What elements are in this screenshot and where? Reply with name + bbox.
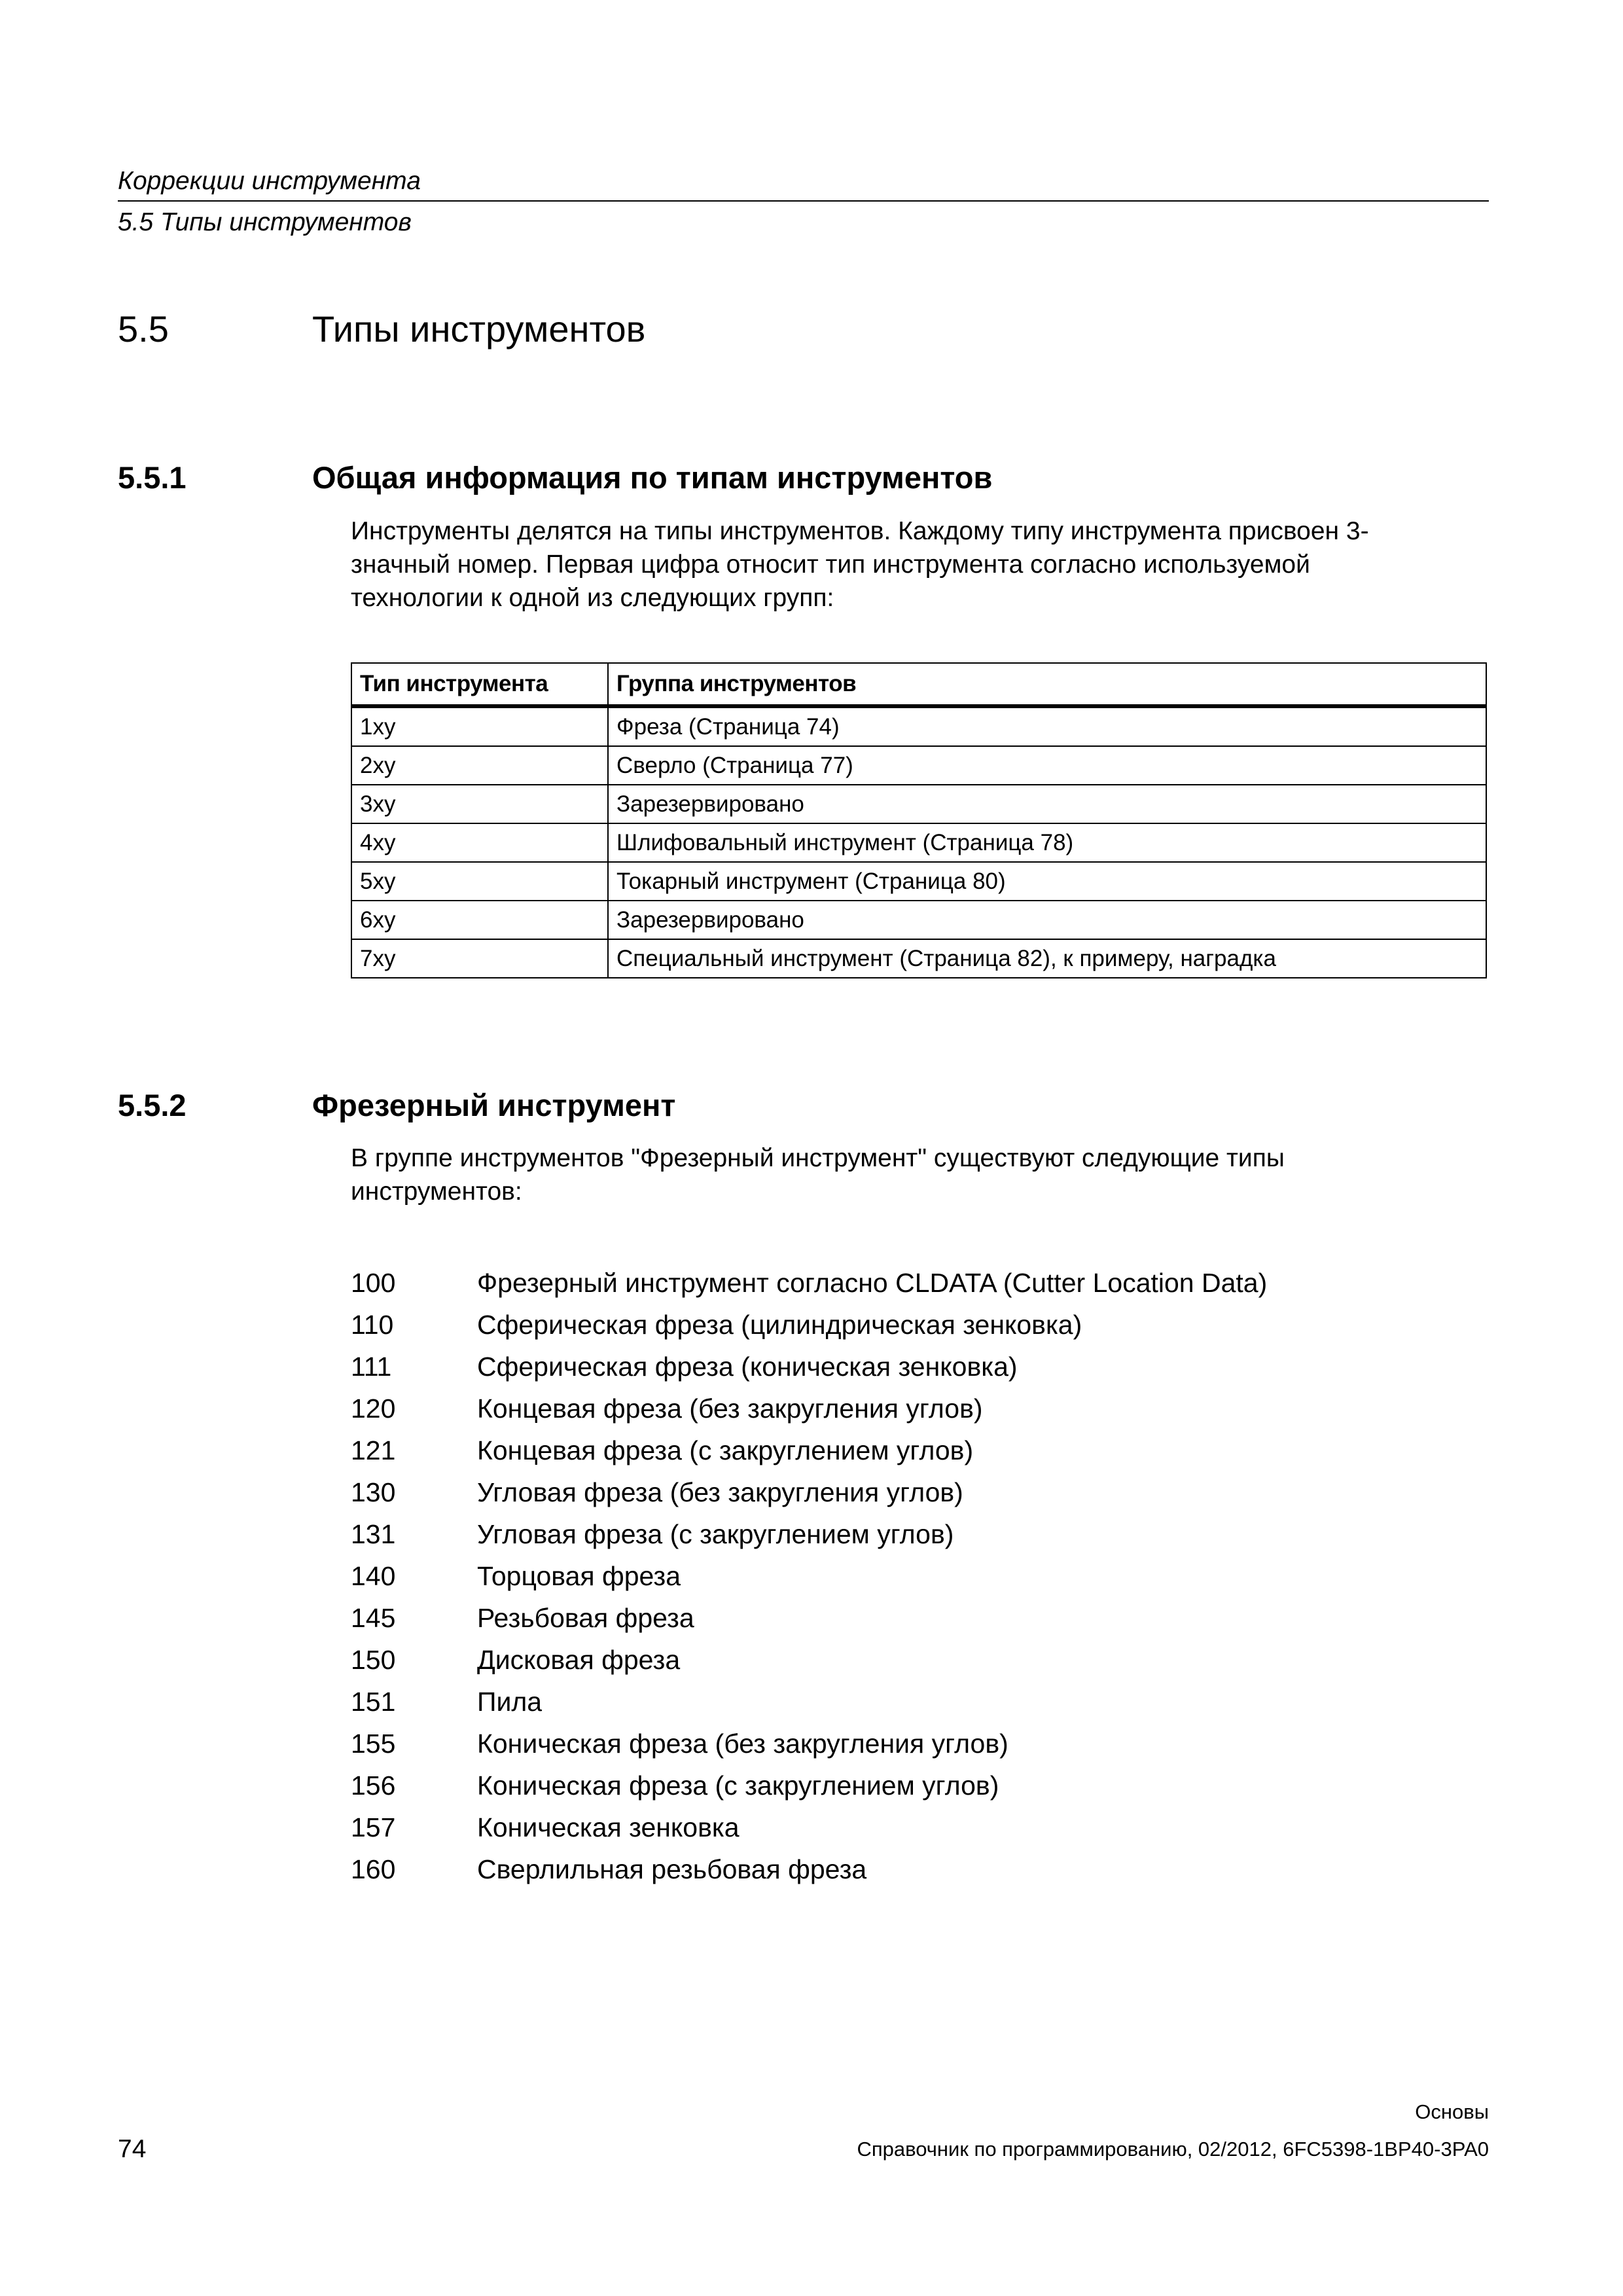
list-item: [351, 1312, 1489, 1354]
list-item: [351, 1395, 1489, 1437]
subsection2-title: Фрезерный инструмент: [312, 1088, 676, 1122]
footer-doc-info: Справочник по программированию, 02/2012, 6FC5398-1BP40-3PA0: [857, 2138, 1489, 2161]
tool-type-code: 160: [351, 1854, 396, 1884]
list-item: [351, 1731, 1489, 1772]
tool-type-code: 120: [351, 1393, 396, 1424]
table-cell-type: 2xy: [351, 746, 608, 785]
table-cell-group: Специальный инструмент (Страница 82), к примеру, наградка: [608, 939, 1486, 978]
tool-type-code: 150: [351, 1645, 396, 1675]
tool-type-description: Сферическая фреза (коническая зенковка): [477, 1352, 1018, 1382]
section-number: 5.5: [118, 308, 169, 350]
tool-type-description: Концевая фреза (без закругления углов): [477, 1393, 983, 1424]
table-cell-group: Шлифовальный инструмент (Страница 78): [608, 823, 1486, 862]
tool-type-description: Коническая фреза (с закруглением углов): [477, 1770, 999, 1801]
tool-type-description: Угловая фреза (с закруглением углов): [477, 1519, 954, 1549]
table-cell-group: Токарный инструмент (Страница 80): [608, 862, 1486, 901]
list-item: [351, 1605, 1489, 1647]
tool-type-code: 131: [351, 1519, 396, 1549]
tool-type-description: Сферическая фреза (цилиндрическая зенковка): [477, 1310, 1082, 1340]
header-divider: [118, 200, 1489, 202]
tool-type-description: Коническая фреза (без закругления углов): [477, 1729, 1008, 1759]
table-cell-type: 3xy: [351, 785, 608, 823]
tool-type-code: 151: [351, 1687, 396, 1717]
table-row: [351, 901, 1486, 939]
table-cell-type: 7xy: [351, 939, 608, 978]
table-row: [351, 823, 1486, 862]
table-cell-group: Зарезервировано: [608, 901, 1486, 939]
subsection2-number: 5.5.2: [118, 1088, 187, 1122]
section-title: Типы инструментов: [312, 308, 646, 350]
table-cell-group: Зарезервировано: [608, 785, 1486, 823]
tool-type-description: Угловая фреза (без закругления углов): [477, 1477, 963, 1507]
tool-type-code: 155: [351, 1729, 396, 1759]
tool-type-code: 156: [351, 1770, 396, 1801]
page-number: 74: [118, 2135, 147, 2163]
tool-type-description: Сверлильная резьбовая фреза: [477, 1854, 867, 1884]
tool-type-code: 157: [351, 1812, 396, 1842]
tool-types-table: [351, 662, 1487, 978]
running-header-section: 5.5 Типы инструментов: [118, 208, 412, 236]
list-item: [351, 1479, 1489, 1521]
table-row: [351, 706, 1486, 746]
subsection1-number: 5.5.1: [118, 460, 187, 495]
tool-type-description: Дисковая фреза: [477, 1645, 681, 1675]
tool-type-description: Пила: [477, 1687, 543, 1717]
tool-type-code: 111: [351, 1352, 392, 1382]
footer-doc-title: Основы: [1415, 2100, 1489, 2123]
intro-line: инструментов:: [351, 1177, 522, 1206]
subsection1-intro: [351, 514, 1489, 615]
subsection2-intro: [351, 1141, 1489, 1208]
tool-type-code: 121: [351, 1435, 396, 1465]
list-item: [351, 1521, 1489, 1563]
table-header-type: Тип инструмента: [351, 663, 608, 706]
table-row: [351, 939, 1486, 978]
table-cell-type: 5xy: [351, 862, 608, 901]
table-row: [351, 862, 1486, 901]
intro-line: значный номер. Первая цифра относит тип инструмента согласно используемой: [351, 550, 1310, 579]
intro-line: В группе инструментов "Фрезерный инструмент" существуют следующие типы: [351, 1144, 1285, 1172]
tool-type-description: Коническая зенковка: [477, 1812, 740, 1842]
list-item: [351, 1814, 1489, 1856]
intro-line: технологии к одной из следующих групп:: [351, 584, 834, 612]
list-item: [351, 1689, 1489, 1731]
list-item: [351, 1563, 1489, 1605]
tool-type-description: Фрезерный инструмент согласно CLDATA (Cutter Location Data): [477, 1268, 1268, 1298]
tool-type-code: 140: [351, 1561, 396, 1591]
table-cell-group: Сверло (Страница 77): [608, 746, 1486, 785]
list-item: [351, 1772, 1489, 1814]
table-cell-group: Фреза (Страница 74): [608, 706, 1486, 746]
tool-type-code: 145: [351, 1603, 396, 1633]
running-header-chapter: Коррекции инструмента: [118, 167, 421, 195]
table-header-row: [351, 663, 1486, 706]
table-header-group: Группа инструментов: [608, 663, 1486, 706]
tool-type-code: 100: [351, 1268, 396, 1298]
list-item: [351, 1647, 1489, 1689]
list-item: [351, 1270, 1489, 1312]
list-item: [351, 1354, 1489, 1395]
table-cell-type: 6xy: [351, 901, 608, 939]
table-row: [351, 785, 1486, 823]
milling-tool-list: [351, 1270, 1489, 1898]
table-row: [351, 746, 1486, 785]
table-cell-type: 4xy: [351, 823, 608, 862]
table-cell-type: 1xy: [351, 706, 608, 746]
tool-type-description: Торцовая фреза: [477, 1561, 681, 1591]
tool-type-description: Резьбовая фреза: [477, 1603, 694, 1633]
intro-line: Инструменты делятся на типы инструментов. Каждому типу инструмента присвоен 3-: [351, 517, 1369, 545]
tool-type-description: Концевая фреза (с закруглением углов): [477, 1435, 974, 1465]
list-item: [351, 1437, 1489, 1479]
tool-type-code: 110: [351, 1310, 394, 1340]
tool-type-code: 130: [351, 1477, 396, 1507]
list-item: [351, 1856, 1489, 1898]
subsection1-title: Общая информация по типам инструментов: [312, 460, 993, 495]
